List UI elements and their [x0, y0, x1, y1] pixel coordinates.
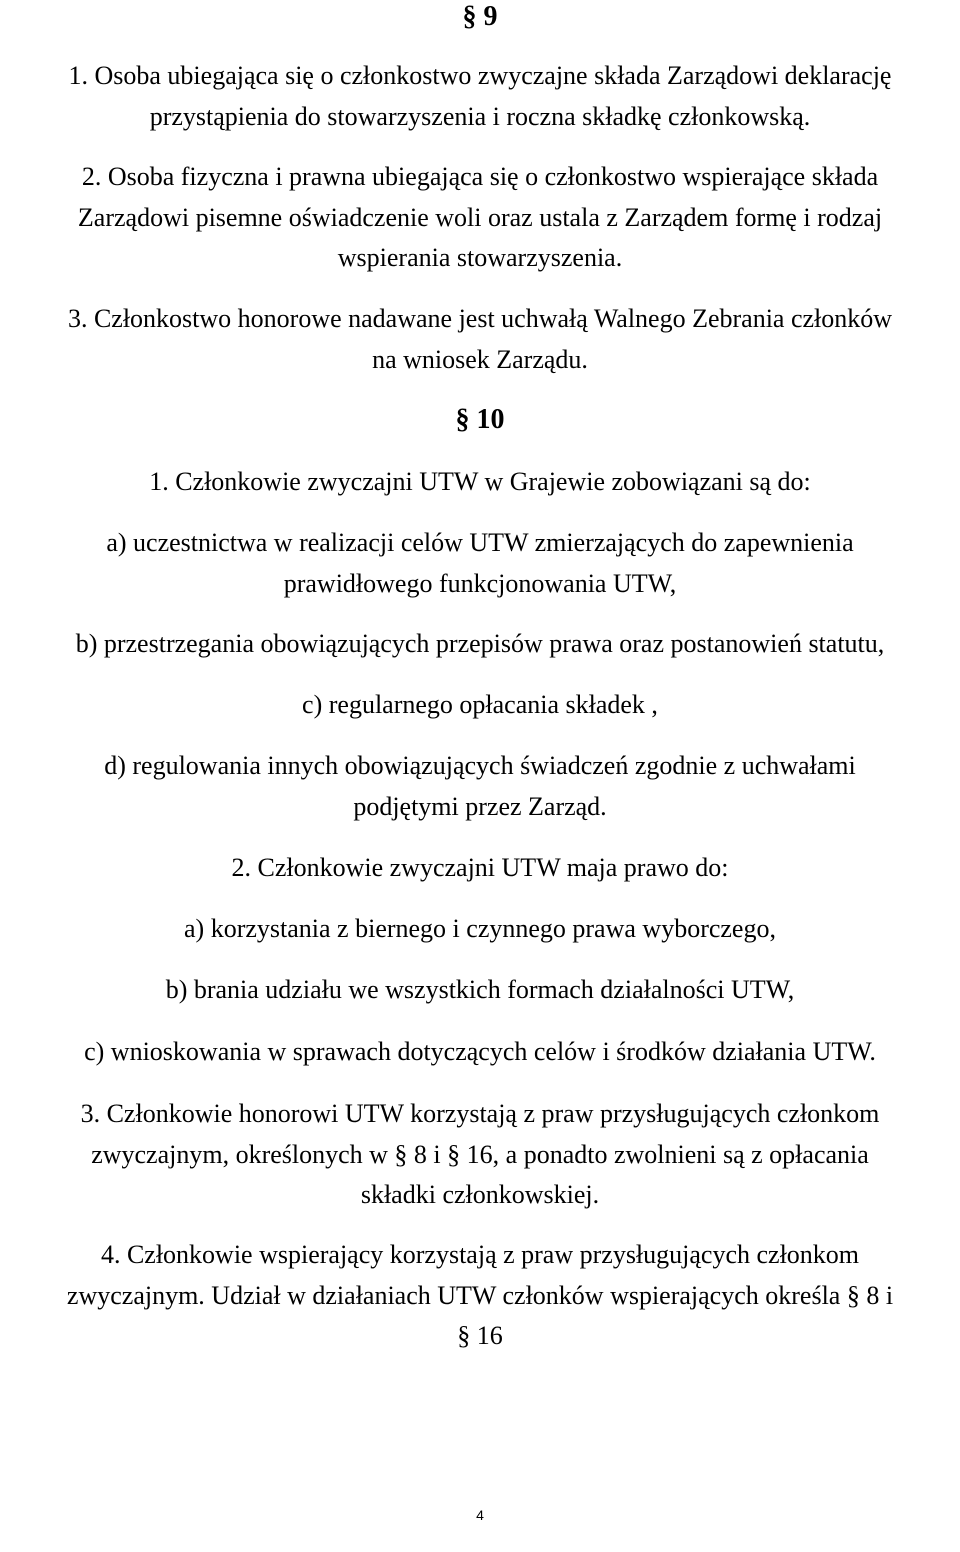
text-line: wspierania stowarzyszenia. — [337, 243, 623, 272]
paragraph-10-1a — [0, 523, 960, 604]
page-number: 4 — [476, 1507, 484, 1523]
text-line: 3. Członkostwo honorowe nadawane jest uchwałą Walnego Zebrania członków — [67, 304, 893, 333]
text-line: a) korzystania z biernego i czynnego prawa wyborczego, — [184, 914, 776, 943]
text-line: b) brania udziału we wszystkich formach działalności UTW, — [165, 975, 795, 1004]
text-line: zwyczajnym. Udział w działaniach UTW członków wspierających określa § 8 i — [66, 1280, 894, 1310]
text-line: a) uczestnictwa w realizacji celów UTW zmierzających do zapewnienia — [106, 528, 854, 557]
paragraph-10-1b — [0, 624, 960, 665]
paragraph-10-4 — [0, 1235, 960, 1357]
paragraph-10-2b — [0, 970, 960, 1011]
text-line: c) regularnego opłacania składek , — [302, 690, 658, 719]
text-line: 1. Osoba ubiegająca się o członkostwo zwyczajne składa Zarządowi deklarację — [68, 61, 892, 90]
paragraph-10-2c — [0, 1032, 960, 1073]
text-line: c) wnioskowania w sprawach dotyczących celów i środków działania UTW. — [84, 1037, 876, 1066]
paragraph-10-2a — [0, 909, 960, 950]
paragraph-10-3 — [0, 1094, 960, 1216]
text-line: przystąpienia do stowarzyszenia i roczna składkę członkowską. — [149, 101, 811, 131]
paragraph-10-1c — [0, 685, 960, 726]
text-line: d) regulowania innych obowiązujących świadczeń zgodnie z uchwałami — [104, 751, 856, 780]
paragraph-10-1d — [0, 746, 960, 827]
section-heading-9: § 9 — [462, 1, 498, 32]
paragraph-9-2 — [0, 157, 960, 279]
text-line: 1. Członkowie zwyczajni UTW w Grajewie zobowiązani są do: — [149, 467, 811, 496]
text-line: 3. Członkowie honorowi UTW korzystają z praw przysługujących członkom — [80, 1099, 880, 1128]
paragraph-10-2 — [0, 848, 960, 889]
text-line: składki członkowskiej. — [360, 1180, 600, 1209]
paragraph-9-3 — [0, 299, 960, 380]
text-line: prawidłowego funkcjonowania UTW, — [283, 568, 677, 598]
text-line: zwyczajnym, określonych w § 8 i § 16, a ponadto zwolnieni są z opłacania — [91, 1139, 869, 1169]
text-line: podjętymi przez Zarząd. — [353, 791, 607, 821]
paragraph-9-1 — [0, 56, 960, 137]
text-line: na wniosek Zarządu. — [372, 344, 588, 374]
text-line: 2. Członkowie zwyczajni UTW maja prawo do: — [231, 853, 729, 882]
text-line: § 16 — [457, 1321, 503, 1350]
text-line: 4. Członkowie wspierający korzystają z praw przysługujących członkom — [100, 1240, 860, 1269]
text-line: Zarządowi pisemne oświadczenie woli oraz ustala z Zarządem formę i rodzaj — [77, 202, 883, 232]
text-line: b) przestrzegania obowiązujących przepisów prawa oraz postanowień statutu, — [75, 629, 885, 658]
section-heading-10: § 10 — [455, 404, 505, 435]
paragraph-10-1 — [0, 462, 960, 503]
text-line: 2. Osoba fizyczna i prawna ubiegająca się o członkostwo wspierające składa — [81, 162, 879, 191]
